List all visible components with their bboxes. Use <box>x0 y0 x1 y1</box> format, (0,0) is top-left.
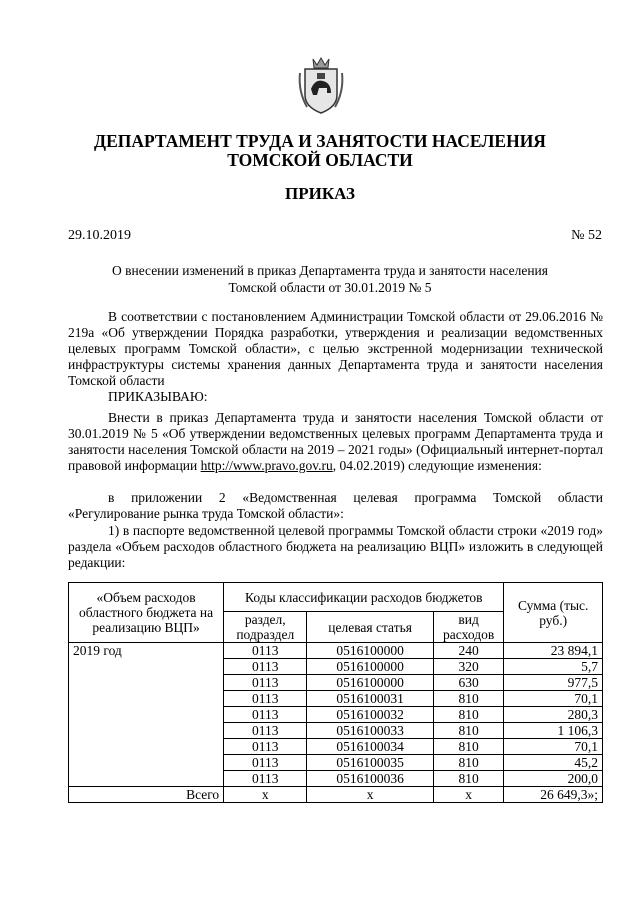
subject-line-2: Томской области от 30.01.2019 № 5 <box>228 280 432 295</box>
header-type: вид расходов <box>433 612 503 643</box>
type-cell: 810 <box>433 739 503 755</box>
document-type: ПРИКАЗ <box>285 184 355 203</box>
subject-line-1: О внесении изменений в приказ Департамента труда и занятости населения <box>111 263 548 278</box>
header-volume: «Объем расходов областного бюджета на реализацию ВЦП» <box>69 583 224 643</box>
table-row <box>69 643 603 659</box>
type-cell: 630 <box>433 675 503 691</box>
section-cell: 0113 <box>224 755 307 771</box>
sum-cell: 70,1 <box>504 739 603 755</box>
body-paragraph-3 <box>68 490 603 522</box>
sum-cell: 1 106,3 <box>504 723 603 739</box>
sum-cell: 200,0 <box>504 771 603 787</box>
header-section: раздел, подраздел <box>224 612 307 643</box>
org-name-line-2: ТОМСКОЙ ОБЛАСТИ <box>227 150 413 170</box>
target-cell: 0516100000 <box>307 643 434 659</box>
section-cell: 0113 <box>224 659 307 675</box>
section-cell: 0113 <box>224 771 307 787</box>
appendix-text: в приложении 2 «Ведомственная целевая программа Томской области «Регулирование рынка труда Томской области»: <box>68 490 603 521</box>
section-cell: 0113 <box>224 723 307 739</box>
type-cell: 810 <box>433 707 503 723</box>
org-name-line-1: ДЕПАРТАМЕНТ ТРУДА И ЗАНЯТОСТИ НАСЕЛЕНИЯ <box>94 131 546 151</box>
target-cell: 0516100032 <box>307 707 434 723</box>
document-number: № 52 <box>571 228 602 243</box>
total-row <box>69 787 603 803</box>
preamble-text: В соответствии с постановлением Администрации Томской области от 29.06.2016 № 219а «Об утверждении Порядка разработки, утверждения и реализации ведомственных целевых программ Томской области», с целью экстренной модернизации технической инфраструктуры системы хранения данных Департамента труда и занятости населения Томской области <box>68 309 603 388</box>
header-sum: Сумма (тыс. руб.) <box>504 583 603 643</box>
type-cell: 810 <box>433 755 503 771</box>
section-cell: 0113 <box>224 739 307 755</box>
target-cell: 0516100035 <box>307 755 434 771</box>
target-cell: 0516100000 <box>307 675 434 691</box>
type-cell: 240 <box>433 643 503 659</box>
type-cell: 810 <box>433 723 503 739</box>
document-date: 29.10.2019 <box>68 228 131 243</box>
target-cell: 0516100034 <box>307 739 434 755</box>
order-word: ПРИКАЗЫВАЮ: <box>108 389 208 404</box>
body-paragraph-1 <box>68 309 603 405</box>
total-sum: 26 649,3»; <box>504 787 603 803</box>
section-cell: 0113 <box>224 643 307 659</box>
type-cell: х <box>433 787 503 803</box>
section-cell: 0113 <box>224 707 307 723</box>
header-target: целевая статья <box>307 612 434 643</box>
type-cell: 810 <box>433 691 503 707</box>
header-codes-group: Коды классификации расходов бюджетов <box>224 583 504 612</box>
body-paragraph-4 <box>68 523 603 571</box>
sum-cell: 280,3 <box>504 707 603 723</box>
target-cell: 0516100031 <box>307 691 434 707</box>
target-cell: 0516100000 <box>307 659 434 675</box>
target-cell: 0516100036 <box>307 771 434 787</box>
sum-cell: 977,5 <box>504 675 603 691</box>
section-cell: 0113 <box>224 675 307 691</box>
target-cell: х <box>307 787 434 803</box>
year-cell: 2019 год <box>69 643 224 787</box>
section-cell: х <box>224 787 307 803</box>
amendment-text: Внести в приказ Департамента труда и занятости населения Томской области от 30.01.2019 № 5 «Об утверждении ведомственных целевых программ Департамента труда и занятости населения Томской области на 2019 – 2021 годы» (Официальный интернет-портал правовой информации http://www.pravo.gov.ru, 04.02.2019) следующие изменения: <box>68 410 603 473</box>
sum-cell: 5,7 <box>504 659 603 675</box>
passport-text: 1) в паспорте ведомственной целевой программы Томской области строки «2019 год» раздела «Объем расходов областного бюджета на реализацию ВЦП» изложить в следующей редакции: <box>68 523 603 570</box>
coat-of-arms-icon <box>297 55 345 119</box>
target-cell: 0516100033 <box>307 723 434 739</box>
total-label: Всего <box>69 787 224 803</box>
sum-cell: 70,1 <box>504 691 603 707</box>
sum-cell: 45,2 <box>504 755 603 771</box>
pravo-link[interactable]: http://www.pravo.gov.ru <box>200 458 333 473</box>
sum-cell: 23 894,1 <box>504 643 603 659</box>
budget-table <box>68 582 603 803</box>
section-cell: 0113 <box>224 691 307 707</box>
type-cell: 320 <box>433 659 503 675</box>
body-paragraph-2 <box>68 410 603 474</box>
type-cell: 810 <box>433 771 503 787</box>
